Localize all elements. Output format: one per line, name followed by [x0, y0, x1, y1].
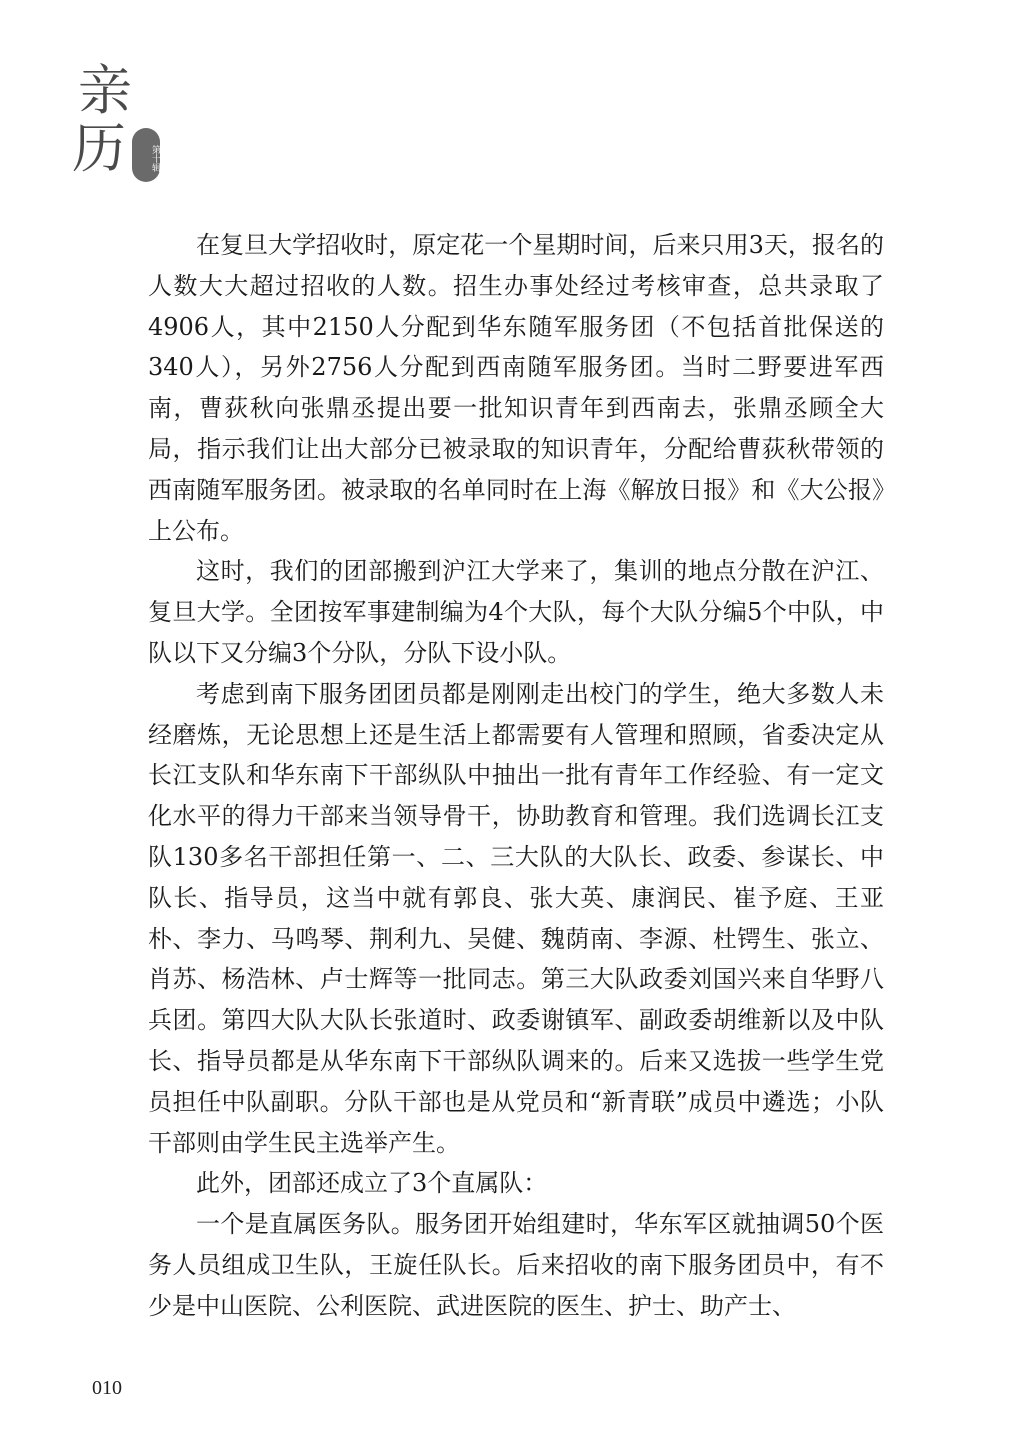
- book-logo: [72, 59, 166, 186]
- paragraph-2: 这时，我们的团部搬到沪江大学来了，集训的地点分散在沪江、复旦大学。全团按军事建制编为4个大队，每个大队分编5个中队，中队以下又分编3个分队，分队下设小队。: [148, 557, 884, 667]
- logo-char-1: 亲: [78, 59, 132, 122]
- logo-char-2: 历: [72, 117, 126, 180]
- paragraph-1: 在复旦大学招收时，原定花一个星期时间，后来只用3天，报名的人数大大超过招收的人数。招生办事处经过考核审查，总共录取了4906人，其中2150人分配到华东随军服务团（不包括首批保送的340人），另外2756人分配到西南随军服务团。当时二野要进军西南，曹荻秋向张鼎丞提出要一批知识青年到西南去，张鼎丞顾全大局，指示我们让出大部分已被录取的知识青年，分配给曹荻秋带领的西南随军服务团。被录取的名单同时在上海《解放日报》和《大公报》上公布。: [148, 231, 884, 545]
- volume-seal: 第十辑: [132, 128, 160, 182]
- paragraph-3: 考虑到南下服务团团员都是刚刚走出校门的学生，绝大多数人未经磨炼，无论思想上还是生活上都需要有人管理和照顾，省委决定从长江支队和华东南下干部纵队中抽出一批有青年工作经验、有一定文化水平的得力干部来当领导骨干，协助教育和管理。我们选调长江支队130多名干部担任第一、二、三大队的大队长、政委、参谋长、中队长、指导员，这当中就有郭良、张大英、康润民、崔予庭、王亚朴、李力、马鸣琴、荆利九、吴健、魏荫南、李源、杜锷生、张立、肖苏、杨浩林、卢士辉等一批同志。第三大队政委刘国兴来自华野八兵团。第四大队大队长张道时、政委谢镇军、副政委胡维新以及中队长、指导员都是从华东南下干部纵队调来的。后来又选拔一些学生党员担任中队副职。分队干部也是从党员和“新青联”成员中遴选；小队干部则由学生民主选举产生。: [148, 679, 884, 1157]
- logo-title: [72, 59, 132, 180]
- paragraph-4: 此外，团部还成立了3个直属队：: [196, 1169, 548, 1198]
- body-text: [148, 225, 884, 1327]
- page-number: 010: [92, 1377, 122, 1399]
- paragraph-5: 一个是直属医务队。服务团开始组建时，华东军区就抽调50个医务人员组成卫生队，王旋任队长。后来招收的南下服务团员中，有不少是中山医院、公利医院、武进医院的医生、护士、助产士、: [148, 1210, 884, 1320]
